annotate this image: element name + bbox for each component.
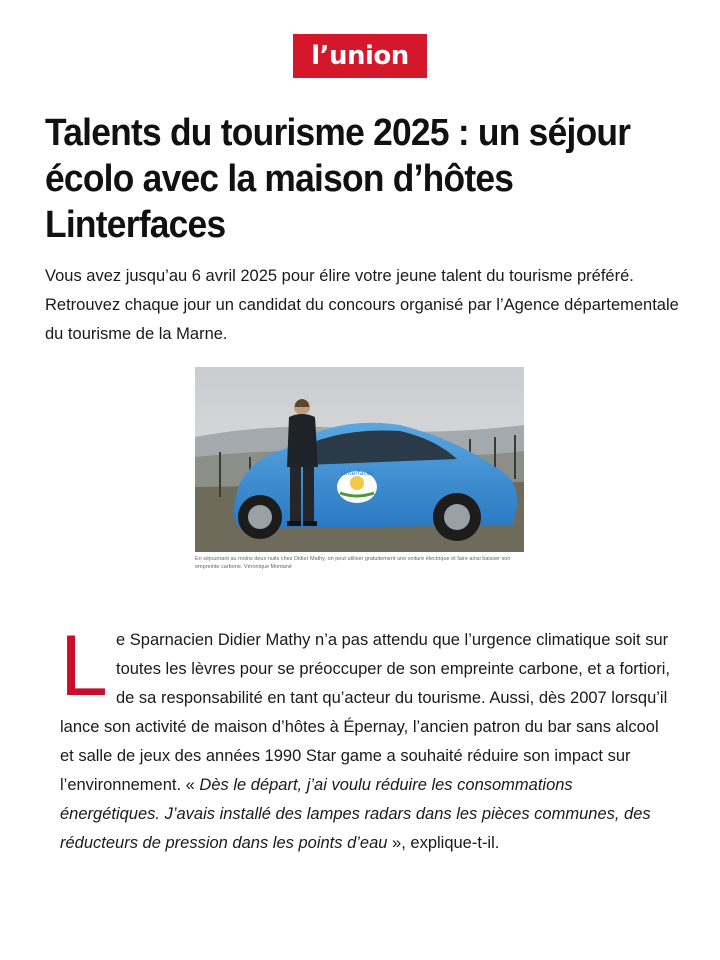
brand-logo[interactable]: l’union — [293, 34, 427, 78]
article-lead: Vous avez jusqu’au 6 avril 2025 pour élire votre jeune talent du tourisme préféré. Retrouvez chaque jour un candidat du concours organisé par l’Agence départementale du tourisme de la Marne. — [45, 267, 679, 343]
photo-caption — [195, 555, 530, 571]
caption-text: En séjournant au moins deux nuits chez Didier Mathy, on peut utiliser gratuitement une voiture électrique et faire ainsi baisser son empreinte carbone. — [195, 556, 511, 570]
body-paragraph — [60, 618, 675, 858]
dropcap: L — [60, 618, 108, 714]
photo-illustration — [195, 367, 524, 552]
article-headline: Talents du tourisme 2025 : un séjour écolo avec la maison d’hôtes Linterfaces — [45, 112, 631, 246]
body-text-end: », explique-t-il. — [387, 834, 500, 852]
article-body — [60, 618, 675, 858]
body-text-start: e Sparnacien Didier Mathy n’a pas attendu que l’urgence climatique soit sur toutes les lèvres pour se préoccuper de son empreinte carbone, et a fortiori, de sa responsabilité en tant qu’acteur du tourisme. Aussi, dès 2007 lorsqu’il lance son activité de maison d’hôtes à Épernay, l’ancien patron du bar sans alcool et salle de jeux des années 1990 Star game a souhaité réduire son impact sur l’environnement. « — [60, 631, 670, 794]
caption-credit: Véronique Montané — [243, 564, 292, 570]
car-decal-text: Linterfaces — [340, 470, 374, 477]
article-photo[interactable] — [195, 367, 524, 552]
body-quote: Dès le départ, j’ai voulu réduire les consommations énergétiques. J’avais installé des lampes radars dans les pièces communes, des réducteurs de pression dans les points d’eau — [60, 776, 651, 852]
